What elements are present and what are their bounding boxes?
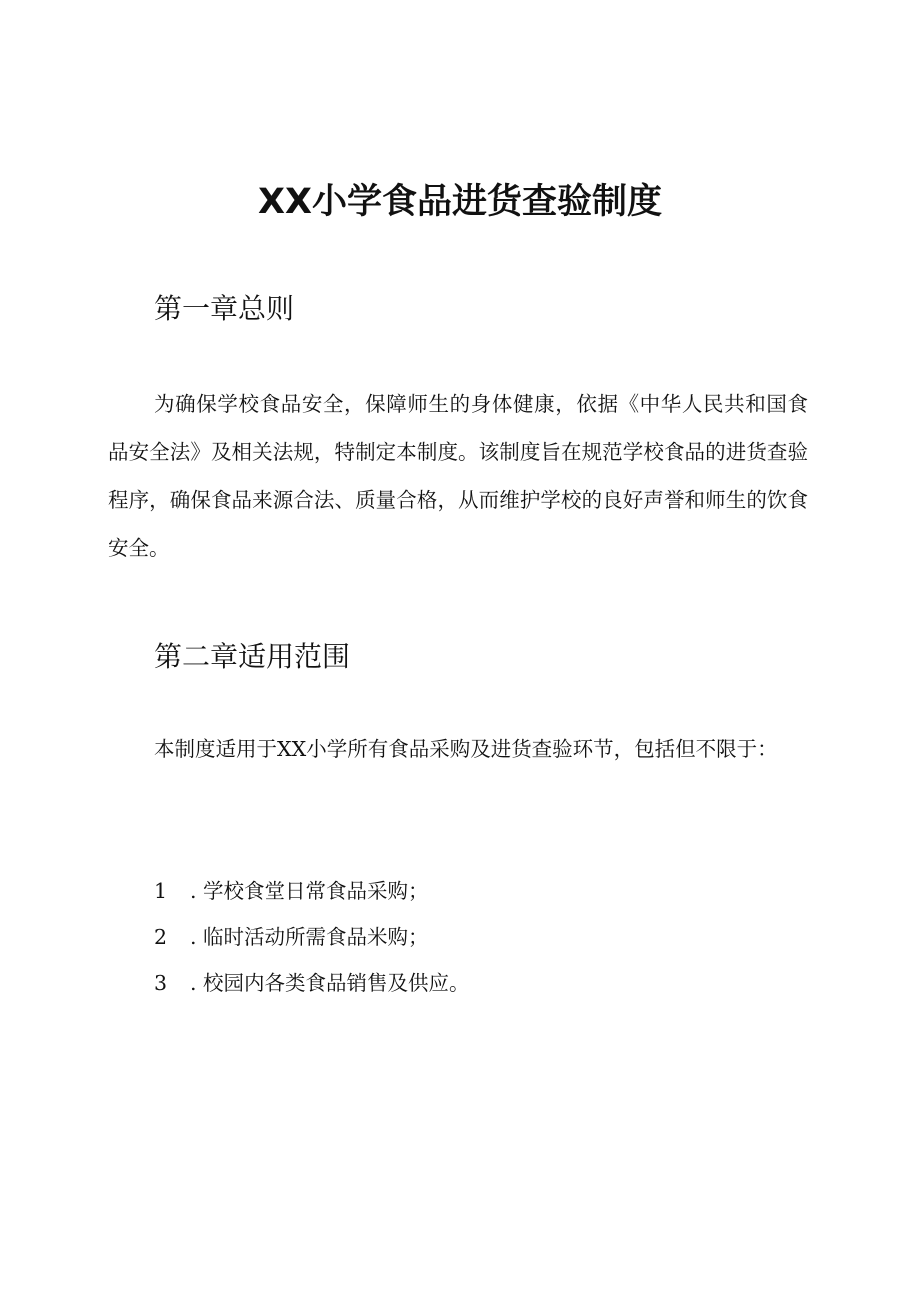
- document-title: XX小学食品进货查验制度: [258, 182, 662, 222]
- list-item-text: . 学校食堂日常食品采购；: [190, 879, 429, 903]
- list-item-text: . 校园内各类食品销售及供应。: [190, 971, 470, 995]
- list-item-text: . 临时活动所需食品米购；: [190, 925, 429, 949]
- chapter-2-heading: 第二章适用范围: [154, 640, 351, 673]
- chapter-1-heading: 第一章总则: [154, 292, 295, 325]
- chapter-1-paragraph: 为确保学校食品安全，保障师生的身体健康，依据《中华人民共和国食品安全法》及相关法规，特制定本制度。该制度旨在规范学校食品的进货查验程序，确保食品来源合法、质量合格，从而维护学校的良好声誉和师生的饮食安全。: [108, 392, 808, 560]
- list-item: [154, 914, 470, 960]
- list-item-number: 1: [154, 879, 168, 903]
- list-item-number: 2: [154, 925, 168, 949]
- list-item-number: 3: [154, 971, 168, 995]
- list-item: [154, 960, 470, 1006]
- scope-list: [154, 868, 470, 1006]
- list-item: [154, 868, 470, 914]
- chapter-2-paragraph: 本制度适用于XX小学所有食品采购及进货查验环节，包括但不限于：: [154, 737, 778, 761]
